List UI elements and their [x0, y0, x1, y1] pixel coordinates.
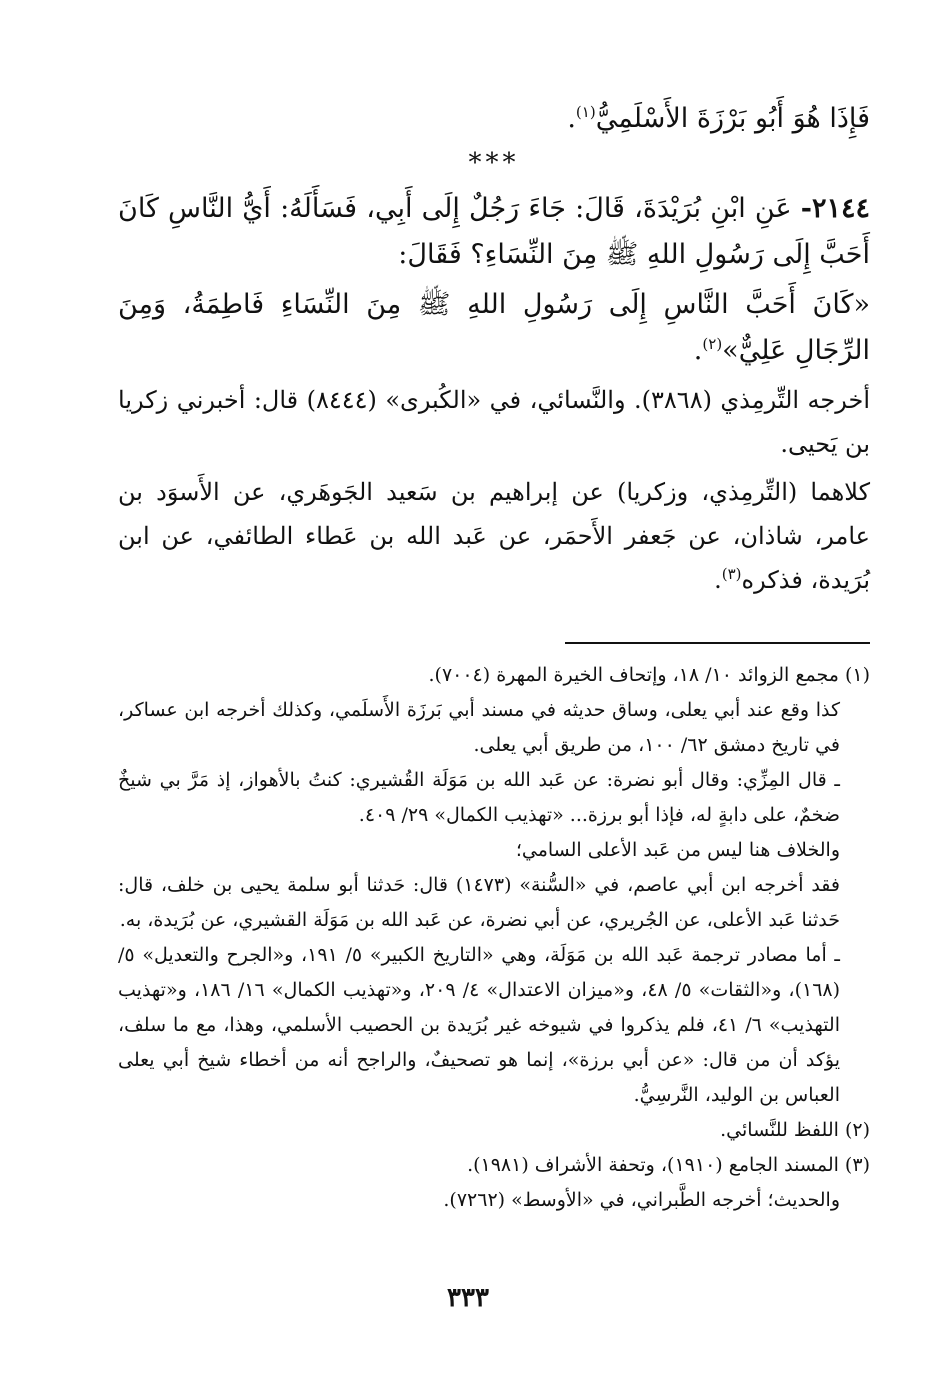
opening-text: فَإِذَا هُوَ أَبُو بَرْزَةَ الأَسْلَمِيُّ — [595, 103, 870, 134]
footnote-line: كذا وقع عند أبي يعلى، وساق حديثه في مسند أبي بَرزَة الأَسلَمي، وكذلك أخرجه ابن عساكر، في تاريخ دمشق ٦٢/ ١٠٠، من طريق أبي يعلى. — [118, 699, 840, 756]
footnote-line: ـ قال المِزِّي: وقال أبو نضرة: عن عَبد الله بن مَوَلَة القُشيري: كنتُ بالأهواز، إذ مَرَّ بي شيخٌ ضخمٌ، على دابةٍ له، فإذا أبو برزة... «تهذيب الكمال» ٢٩/ ٤٠٩. — [118, 769, 840, 826]
hadith-matn: «كَانَ أَحَبَّ النَّاسِ إِلَى رَسُولِ اللهِ ﷺ مِنَ النِّسَاءِ فَاطِمَةُ، وَمِنَ الرِّجَالِ عَلِيٌّ»$^{(٢)}$. — [118, 289, 870, 366]
footnote-ref-3: (٣) — [721, 565, 742, 583]
opening-line: فَإِذَا هُوَ أَبُو بَرْزَةَ الأَسْلَمِيُّ$^{(١)}$. — [567, 103, 870, 134]
footnote-line: (٢) اللفظ للنَّسائي. — [720, 1119, 870, 1141]
takhrij-paragraph-1: أخرجه التِّرمِذي (٣٨٦٨). والنَّسائي، في «الكُبرى» (٨٤٤٤) قال: أخبرني زكريا بن يَحيى. — [118, 386, 871, 458]
takhrij-2-text: كلاهما (التِّرمِذي، وزكريا) عن إبراهيم بن سَعيد الجَوهَري، عن الأَسوَد بن عامر، شاذان، عن جَعفر الأَحمَر، عن عَبد الله بن عَطاء الطائفي، عن ابن بُرَيدة، فذكره — [118, 478, 870, 594]
footnote-line: فقد أخرجه ابن أبي عاصم، في «السُّنة» (١٤٧٣) قال: حَدثنا أبو سلمة يحيى بن خلف، قال: حَدثنا عَبد الأعلى، عن الجُريري، عن أبي نضرة، عن عَبد الله بن مَوَلَة القشيري، عن بُرَيدة، به. — [118, 874, 841, 931]
footnote-line: والخلاف هنا ليس من عَبد الأعلى السامي؛ — [515, 839, 840, 861]
footnote-line: (١) مجمع الزوائد ١٠/ ١٨، وإتحاف الخيرة المهرة (٧٠٠٤). — [428, 664, 870, 686]
footnote-line: ـ أما مصادر ترجمة عَبد الله بن مَوَلَة، وهي «التاريخ الكبير» ٥/ ١٩١، و«الجرح والتعديل» ٥/ (١٦٨)، و«الثقات» ٥/ ٤٨، و«ميزان الاعتدال» ٤/ ٢٠٩، و«تهذيب الكمال» ١٦/ ١٨٦، و«تهذيب التهذيب» ٦/ ٤١، فلم يذكروا في شيوخه غير بُرَيدة بن الحصيب الأسلمي، وهذا، مع ما سلف، يؤكد أن من قال: «عن أبي برزة»، إنما هو تصحيفٌ، والراجح أنه من أخطاء شيخ أبي يعلى العباس بن الوليد، النَّرسِيُّ. — [118, 944, 841, 1106]
hadith-number: ٢١٤٤- — [800, 193, 870, 224]
section-separator: *** — [468, 148, 520, 178]
book-page — [118, 88, 870, 1328]
hadith-matn-text: «كَانَ أَحَبَّ النَّاسِ إِلَى رَسُولِ اللهِ ﷺ مِنَ النِّسَاءِ فَاطِمَةُ، وَمِنَ الرِّجَالِ عَلِيٌّ» — [118, 289, 870, 366]
footnote-divider — [565, 642, 870, 644]
takhrij-paragraph-2: كلاهما (التِّرمِذي، وزكريا) عن إبراهيم بن سَعيد الجَوهَري، عن الأَسوَد بن عامر، شاذان، عن جَعفر الأَحمَر، عن عَبد الله بن عَطاء الطائفي، عن ابن بُرَيدة، فذكره$^{(٣)}$. — [118, 478, 870, 594]
footnote-line: (٣) المسند الجامع (١٩١٠)، وتحفة الأشراف (١٩٨١). — [467, 1154, 870, 1176]
page-number: ٣٣٣ — [447, 1283, 489, 1313]
footnote-ref-1: (١) — [575, 103, 596, 121]
hadith-intro — [118, 186, 870, 278]
footnote-line: والحديث؛ أخرجه الطَّبراني، في «الأوسط» (٧٢٦٢). — [443, 1189, 840, 1211]
hadith-intro-text: عَنِ ابْنِ بُرَيْدَةَ، قَالَ: جَاءَ رَجُلٌ إِلَى أَبِي، فَسَأَلَهُ: أَيُّ النَّاسِ كَانَ أَحَبَّ إِلَى رَسُولِ اللهِ ﷺ مِنَ النِّسَاءِ؟ فَقَالَ: — [118, 193, 870, 270]
footnotes — [118, 658, 870, 1218]
footnote-ref-2: (٢) — [702, 335, 723, 353]
